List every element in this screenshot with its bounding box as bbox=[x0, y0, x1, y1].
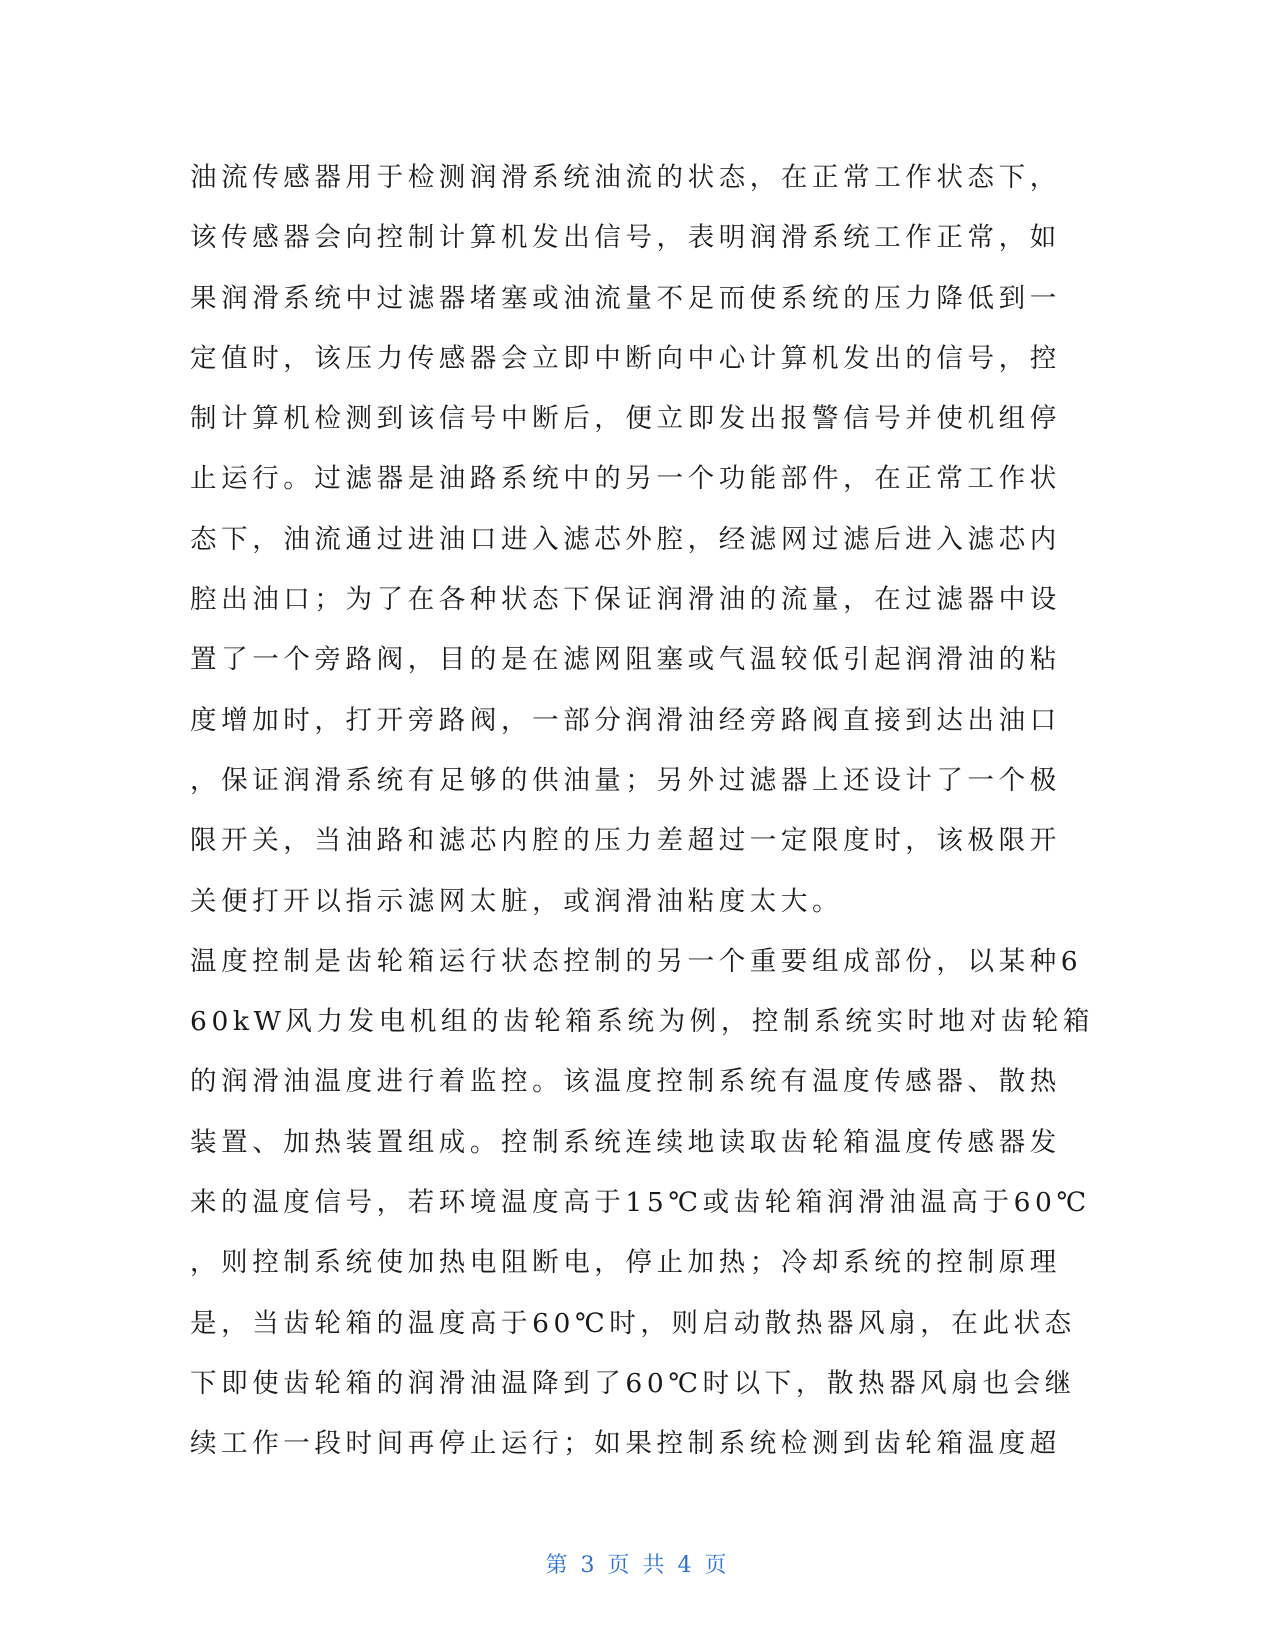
text-line: 度增加时，打开旁路阀，一部分润滑油经旁路阀直接到达出油口 bbox=[190, 704, 1061, 736]
text-line: 制计算机检测到该信号中断后，便立即发出报警信号并使机组停 bbox=[190, 403, 1061, 435]
text-line: ，则控制系统使加热电阻断电，停止加热；冷却系统的控制原理 bbox=[190, 1247, 1061, 1279]
text-line: 果润滑系统中过滤器堵塞或油流量不足而使系统的压力降低到一 bbox=[190, 282, 1061, 314]
text-line: 的润滑油温度进行着监控。该温度控制系统有温度传感器、散热 bbox=[190, 1066, 1061, 1098]
text-line: 60kW风力发电机组的齿轮箱系统为例，控制系统实时地对齿轮箱 bbox=[190, 1006, 1095, 1038]
text-line: 置了一个旁路阀，目的是在滤网阻塞或气温较低引起润滑油的粘 bbox=[190, 644, 1061, 676]
text-line: 温度控制是齿轮箱运行状态控制的另一个重要组成部份，以某种6 bbox=[190, 945, 1083, 977]
body-text bbox=[190, 148, 1095, 1475]
text-line: 装置、加热装置组成。控制系统连续地读取齿轮箱温度传感器发 bbox=[190, 1126, 1061, 1158]
text-line: 态下，油流通过进油口进入滤芯外腔，经滤网过滤后进入滤芯内 bbox=[190, 523, 1061, 555]
text-line: ，保证润滑系统有足够的供油量；另外过滤器上还设计了一个极 bbox=[190, 764, 1061, 796]
text-line: 限开关，当油路和滤芯内腔的压力差超过一定限度时，该极限开 bbox=[190, 825, 1061, 857]
text-line: 该传感器会向控制计算机发出信号，表明润滑系统工作正常，如 bbox=[190, 222, 1061, 254]
text-line: 续工作一段时间再停止运行；如果控制系统检测到齿轮箱温度超 bbox=[190, 1428, 1061, 1460]
text-line: 定值时，该压力传感器会立即中断向中心计算机发出的信号，控 bbox=[190, 342, 1061, 374]
text-line: 下即使齿轮箱的润滑油温降到了60℃时以下，散热器风扇也会继 bbox=[190, 1367, 1076, 1399]
text-line: 来的温度信号，若环境温度高于15℃或齿轮箱润滑油温高于60℃ bbox=[190, 1187, 1091, 1219]
text-line: 腔出油口；为了在各种状态下保证润滑油的流量，在过滤器中设 bbox=[190, 584, 1061, 616]
text-line: 油流传感器用于检测润滑系统油流的状态，在正常工作状态下， bbox=[190, 162, 1061, 193]
text-line: 止运行。过滤器是油路系统中的另一个功能部件，在正常工作状 bbox=[190, 463, 1061, 495]
page-number-footer: 第 3 页 共 4 页 bbox=[545, 1553, 730, 1578]
text-line: 是，当齿轮箱的温度高于60℃时，则启动散热器风扇，在此状态 bbox=[190, 1307, 1076, 1339]
text-line: 关便打开以指示滤网太脏，或润滑油粘度太大。 bbox=[190, 885, 844, 917]
